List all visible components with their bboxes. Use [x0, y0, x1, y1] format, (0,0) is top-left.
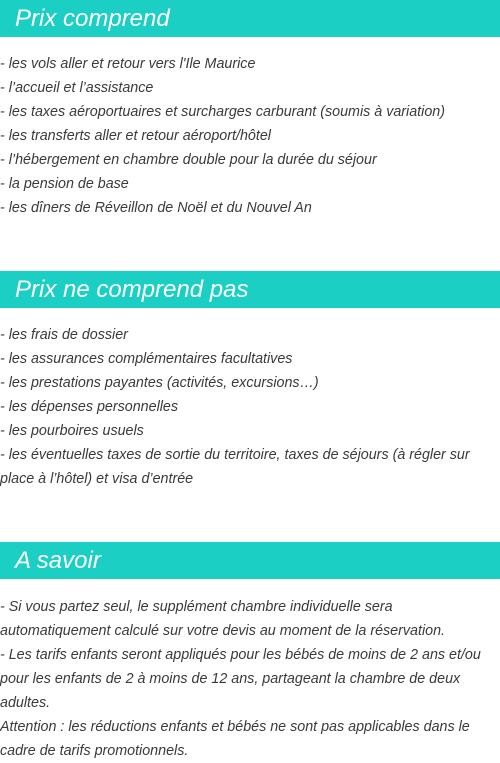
- price-excludes-list: [0, 323, 500, 491]
- list-item: - les transferts aller et retour aéroport/hôtel: [0, 128, 271, 144]
- list-item: - les dépenses personnelles: [0, 399, 179, 415]
- list-item: - l’accueil et l’assistance: [0, 80, 154, 96]
- list-item: - les vols aller et retour vers l'Ile Maurice: [0, 56, 256, 72]
- list-item: - les frais de dossier: [0, 327, 128, 343]
- section-heading-price-includes: Prix comprend: [0, 0, 500, 37]
- list-item: - l’hébergement en chambre double pour la durée du séjour: [0, 152, 377, 168]
- section-good-to-know: [0, 542, 500, 759]
- list-item: - Les tarifs enfants seront appliqués pour les bébés de moins de 2 ans et/ou pour les enfants de 2 à moins de 12 ans, partageant la chambre de deux adultes.: [0, 647, 481, 711]
- list-item: - les prestations payantes (activités, excursions…): [0, 375, 319, 391]
- list-item: - les assurances complémentaires facultatives: [0, 351, 293, 367]
- list-item: - les taxes aéroportuaires et surcharges carburant (soumis à variation): [0, 104, 445, 120]
- list-item: - Si vous partez seul, le supplément chambre individuelle sera automatiquement calculé sur votre devis au moment de la réservation.: [0, 599, 446, 639]
- list-item: Attention : les réductions enfants et bébés ne sont pas applicables dans le cadre de tarifs promotionnels.: [0, 719, 470, 759]
- list-item: - les éventuelles taxes de sortie du territoire, taxes de séjours (à régler sur place à l’hôtel) et visa d’entrée: [0, 447, 470, 487]
- section-heading-price-excludes: Prix ne comprend pas: [0, 271, 500, 308]
- section-price-excludes: [0, 271, 500, 487]
- section-heading-good-to-know: A savoir: [0, 542, 500, 579]
- list-item: - les pourboires usuels: [0, 423, 144, 439]
- good-to-know-list: [0, 595, 500, 763]
- list-item: - les dîners de Réveillon de Noël et du Nouvel An: [0, 200, 312, 216]
- price-includes-list: [0, 52, 500, 220]
- section-price-includes: [0, 0, 500, 216]
- list-item: - la pension de base: [0, 176, 129, 192]
